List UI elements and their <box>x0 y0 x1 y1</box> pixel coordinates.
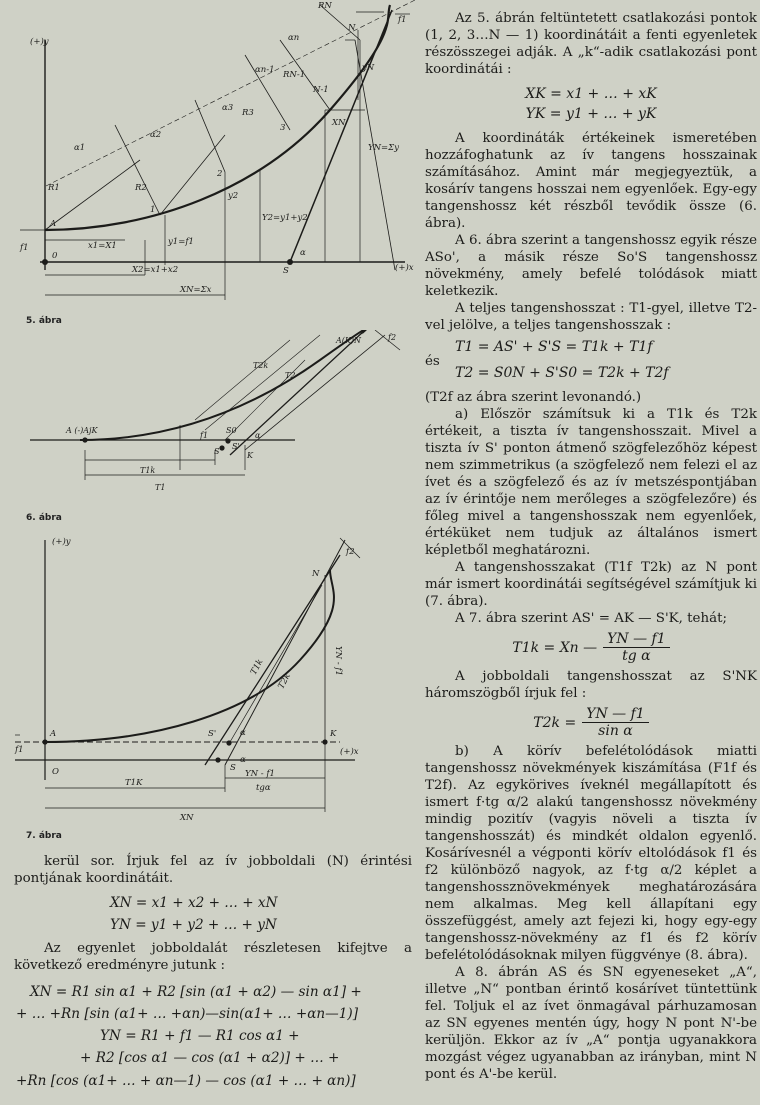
right-eq-YK: YK = y1 + … + yK <box>525 106 657 122</box>
left-paragraph-2: Az egyenlet jobboldalát részletesen kifejtve a következő eredményre jutunk : <box>14 941 412 973</box>
fig6-alpha-label: α <box>255 431 261 440</box>
right-eq-T2k <box>425 706 757 739</box>
right-eq-T2k-fraction <box>582 706 648 739</box>
fig5-R1-label: R1 <box>48 183 60 193</box>
right-paragraph-1: Az 5. ábrán feltüntetett csatlakozási pontok (1, 2, 3…N — 1) koordinátáit a fenti egyenletek részösszegei adják. A „k“-adik csatlakozási pont koordinátái : <box>425 11 757 77</box>
fig7-T1K-label: T1K <box>125 778 143 788</box>
fig5-f1-label: f1 <box>20 243 29 253</box>
fig7-A-label: A <box>50 729 57 739</box>
fig7-f1-label: f1 <box>15 745 24 755</box>
fig7-Sp-label: S' <box>208 729 217 739</box>
fig5-fs-label: f1 <box>398 15 407 25</box>
fig5-a1-label: α1 <box>74 143 86 153</box>
right-paragraph-10: b) A körív befelétolódások miatti tangenshossz növekmények kiszámítása (F1f és T2f). Az egykörives íveknél megállapított és ismert f·tg α/2 alakú tangenshossz növekmény mindig pozitív (vagyis növeli a tiszta ív tangenshosszát) és mindkét oldalon egyenlő. Kosárívesnél a végponti körív eltolódások f1 és f2 különböző nagyok, az f·tg α/2 képlet a tangenshossznövekmények meghatározására nem alkalmas. Meg kell állapítani egy összefüggést, amely azt fejezi ki, hogy egy-egy tangenshossz-növekmény az f1 és f2 körív befelétolódásoknak milyen függvénye (8. ábra). <box>425 744 757 963</box>
figure-5 <box>0 0 420 330</box>
fig6-A-label: A (-)AjK <box>66 426 98 435</box>
right-paragraph-6: a) Először számítsuk ki a T1k és T2k értékeit, a tiszta ív tangenshosszait. Mivel a tiszta ív S' ponton átmenő szögfelezőhöz képest nem szimmetrikus (a szögfelező nem felezi el az ívet és a szögfelező és az ív metszéspontjában az ív érintője nem merőleges a szögfelezőre) és főleg mivel a tangenshosszak nem egyenlőek, értéküket nem tudjuk az általános ismert képletből meghatározni. <box>425 407 757 558</box>
left-eq-4: + … +Rn [sin (α1+ … +αn)—sin(α1+ … +αn—1)] <box>16 1006 359 1022</box>
fig7-T1k-label: T1k <box>249 657 266 677</box>
fig5-p2-label: 2 <box>217 169 223 179</box>
fig7-frac-den-label: tgα <box>256 783 271 793</box>
fig6-f1-label: f1 <box>200 431 209 440</box>
fig7-alpha2-label: α <box>240 755 246 765</box>
fig5-A-label: A <box>50 219 57 229</box>
right-paragraph-11: A 8. ábrán AS és SN egyeneseket „A“, illetve „N“ pontban érintő kosárívet tüntettünk fel. Toljuk el az ívet önmagával párhuzamosan az SN egyenes mentén úgy, hogy N pont N'-be kerüljön. Ekkor az ív „A“ pontja ugyanakkora mozgást végez ugyanabban az irányban, mint N pont és A'-be kerül. <box>425 965 757 1082</box>
left-eq-3: XN = R1 sin α1 + R2 [sin (α1 + α2) — sin α1] + <box>30 984 362 1000</box>
fig7-YNf-label: YN - f1 <box>333 646 343 676</box>
right-paragraph-4: A teljes tangenshosszat : T1-gyel, illetve T2-vel jelölve, a teljes tangenshosszak : <box>425 301 757 333</box>
fig6-f2-label: f2 <box>388 333 397 342</box>
fig6-Sp-label: S' <box>232 442 240 451</box>
right-eq-T1k <box>425 631 757 664</box>
fig6-T2-label: T2 <box>285 371 296 380</box>
fig7-caption: 7. ábra <box>26 831 62 841</box>
right-paragraph-3: A 6. ábra szerint a tangenshossz egyik része ASo', a másik része So'S tangenshossz növekmény, amely befelé tolódások miatt keletkezik. <box>425 233 757 299</box>
right-eq-T2k-num: YN — f1 <box>582 706 648 723</box>
fig7-K-label: K <box>330 729 337 739</box>
fig5-R2-label: R2 <box>135 183 147 193</box>
fig5-p3-label: 3 <box>280 123 286 133</box>
right-paragraph-7: A tangenshosszakat (T1f T2k) az N pont már ismert koordinátái segítségével számítjuk ki (7. ábra). <box>425 560 757 609</box>
right-eq-T1k-num: YN — f1 <box>603 631 669 648</box>
fig5-x-axis-label: (+)x <box>395 263 414 273</box>
fig6-AjK-label: A(K)N <box>336 336 361 345</box>
fig7-XN-label: XN <box>180 813 194 823</box>
fig5-S-label: S <box>283 266 289 276</box>
fig6-S-label: S <box>214 447 220 456</box>
left-eq-YN: YN = y1 + y2 + … + yN <box>110 917 277 933</box>
right-paragraph-5: (T2f az ábra szerint levonandó.) <box>425 390 642 405</box>
right-paragraph-8: A 7. ábra szerint AS' = AK — S'K, tehát; <box>455 611 727 626</box>
fig7-S-label: S <box>230 763 236 773</box>
left-paragraph-1: kerül sor. Írjuk fel az ív jobboldali (N) érintési pontjának koordinátáit. <box>14 854 412 886</box>
fig5-aN1-label: αn-1 <box>255 65 275 75</box>
fig7-f2-label: f2 <box>346 547 355 557</box>
fig7-T2k-label: T2k <box>276 671 293 691</box>
fig5-aN-label: αn <box>288 33 300 43</box>
fig5-yN-label: yN <box>362 63 375 73</box>
fig5-y2-label: y2 <box>228 191 239 201</box>
left-eq-6: + R2 [cos α1 — cos (α1 + α2)] + … + <box>80 1050 340 1066</box>
fig5-xN-label: XN <box>332 118 346 128</box>
fig6-T1-label: T1 <box>155 483 166 492</box>
fig5-x1-label: x1=X1 <box>88 241 117 251</box>
fig5-alpha-label: α <box>300 248 306 258</box>
fig5-p1-label: 1 <box>150 205 156 215</box>
fig7-alpha-label: α <box>240 728 246 738</box>
right-paragraph-9: A jobboldali tangenshosszat az S'NK háromszögből írjuk fel : <box>425 669 757 701</box>
fig5-sumyN-label: YN=Σy <box>368 143 399 153</box>
right-eq-T1k-fraction <box>603 631 669 664</box>
fig6-T1k-label: T1k <box>140 466 156 475</box>
right-column <box>425 10 757 1083</box>
fig5-R3-label: R3 <box>242 108 254 118</box>
fig5-X2-label: X2=x1+x2 <box>132 265 179 275</box>
fig6-caption: 6. ábra <box>26 513 62 523</box>
fig5-pN1-label: N-1 <box>313 85 329 95</box>
fig5-a3-label: α3 <box>222 103 234 113</box>
fig7-frac-label: YN - f1 <box>245 769 275 779</box>
fig5-origin-label: 0 <box>52 251 58 261</box>
fig7-y-axis-label: (+)y <box>52 537 71 547</box>
right-es-word: és <box>425 354 440 369</box>
right-eq-T2k-lhs: T2k = <box>533 714 577 731</box>
right-eq-XK: XK = x1 + … + xK <box>525 86 657 102</box>
fig6-K-label: K <box>247 451 253 460</box>
figure-7 <box>0 530 420 850</box>
fig6-T2k-label: T2k <box>253 361 269 370</box>
right-paragraph-2: A koordináták értékeinek ismeretében hozzáfoghatunk az ív tangens hosszainak számításához. Amint már megjegyeztük, a kosárív tangens hosszai nem egyenlőek. Egy-egy tangenshossz két részből tevődik össze (6. ábra). <box>425 131 757 231</box>
right-eq-T1k-den: tg α <box>622 648 651 664</box>
fig5-sumy2-label: Y2=y1+y2 <box>262 213 308 223</box>
right-eq-T2k-den: sin α <box>598 723 633 739</box>
fig5-y-axis-label: (+)y <box>30 37 49 47</box>
right-eq-T1: T1 = AS' + S'S = T1k + T1f <box>455 339 653 355</box>
left-eq-5: YN = R1 + f1 — R1 cos α1 + <box>100 1028 300 1044</box>
right-eq-T2: T2 = S0N + S'S0 = T2k + T2f <box>455 365 669 381</box>
fig7-O-label: O <box>52 767 59 777</box>
fig5-caption: 5. ábra <box>26 316 62 326</box>
figure-6 <box>0 330 420 530</box>
fig5-a2-label: α2 <box>150 130 162 140</box>
fig5-RN-label: RN <box>318 1 332 11</box>
fig7-x-axis-label: (+)x <box>340 747 359 757</box>
fig7-N-label: N <box>312 569 320 579</box>
right-eq-T1k-lhs: T1k = Xn — <box>512 639 598 656</box>
left-eq-7: +Rn [cos (α1+ … + αn—1) — cos (α1 + … + αn)] <box>16 1073 356 1089</box>
fig5-RN1-label: RN-1 <box>283 70 306 80</box>
fig5-pN-label: N <box>348 23 356 33</box>
right-eq-T-block <box>425 339 757 389</box>
fig6-S0-label: S0 <box>226 426 237 435</box>
left-eq-XN: XN = x1 + x2 + … + xN <box>110 895 278 911</box>
fig5-y1-label: y1=f1 <box>168 237 194 247</box>
fig5-XNsum-label: XN=Σx <box>180 285 212 295</box>
